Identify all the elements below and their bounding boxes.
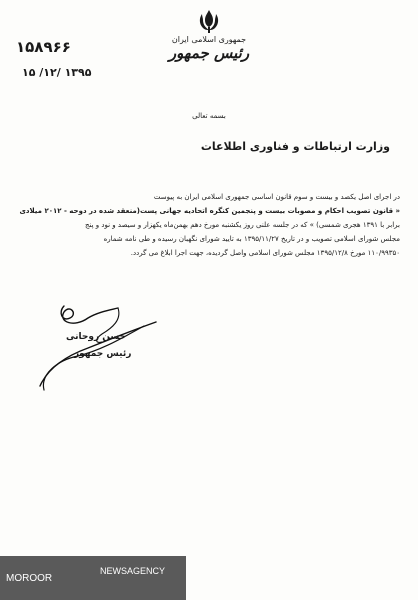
body-line: برابر با ۱۳۹۱ هجری شمسی) » که در جلسه علنی روز یکشنبه مورخ دهم بهمن‌ماه یکهزار و سیصد و نود و پنج — [84, 221, 400, 229]
letterhead-republic: جمهوری اسلامی ایران — [171, 35, 247, 44]
document-number: ۱۵۸۹۶۶ — [16, 38, 71, 56]
body-line: مجلس شورای اسلامی تصویب و در تاریخ ۱۳۹۵/۱۱/۲۷ به تایید شورای نگهبان رسیده و طی نامه شماره — [103, 235, 400, 243]
letterhead — [150, 8, 268, 62]
watermark-right-text: NEWSAGENCY — [100, 566, 166, 576]
body-line: « قانون تصویب احکام و مصوبات بیست و پنجمین کنگره اتحادیه جهانی پست(منعقد شده در دوحه - ۲۰۱۲ میلادی — [19, 207, 400, 215]
signature — [18, 298, 168, 398]
letterhead-office: رئیس جمهور — [168, 44, 250, 62]
letter-body — [12, 190, 400, 260]
iran-emblem-icon — [196, 8, 222, 34]
watermark-left-text: MOROOR — [6, 573, 53, 584]
signer-name: حسن روحانی — [66, 332, 127, 342]
recipient: وزارت ارتباطات و فناوری اطلاعات — [200, 140, 390, 153]
body-line: در اجرای اصل یکصد و بیست و سوم قانون اساسی جمهوری اسلامی ایران به پیوست — [153, 193, 400, 201]
invocation: بسمه تعالی — [192, 112, 226, 120]
document-date: ۱۳۹۵ /۱۲/ ۱۵ — [22, 66, 92, 79]
body-line: ۱۱۰/۹۹۳۵۰ مورخ ۱۳۹۵/۱۲/۸ مجلس شورای اسلامی واصل گردیده، جهت اجرا ابلاغ می گردد. — [130, 249, 400, 257]
signer-title: رئیس جمهور — [74, 349, 132, 359]
